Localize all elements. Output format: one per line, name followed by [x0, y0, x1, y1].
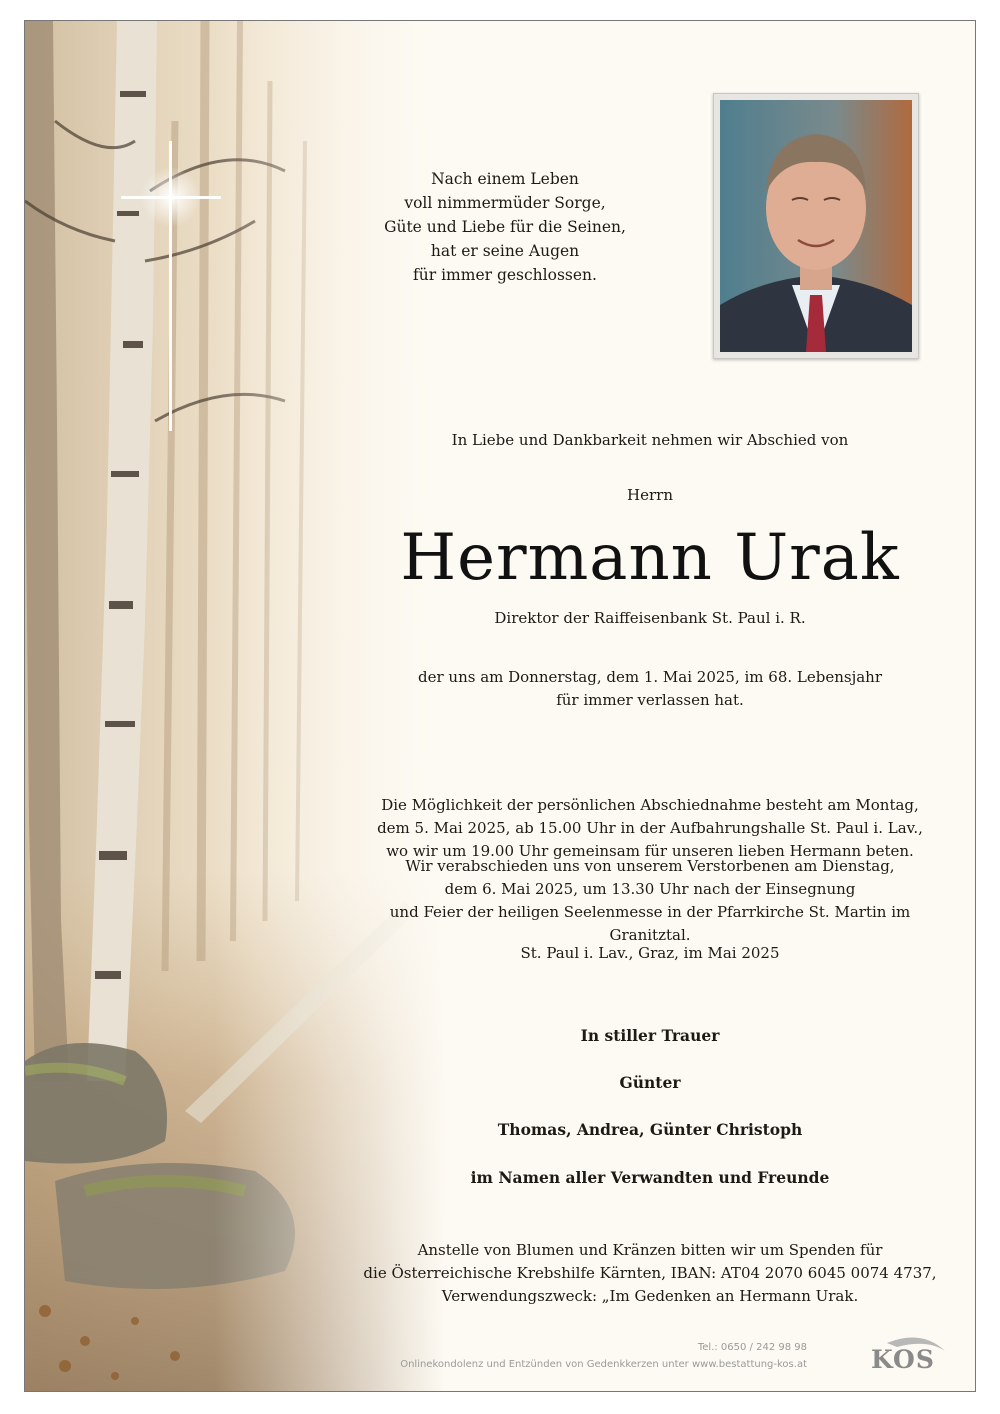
text-line: dem 6. Mai 2025, um 13.30 Uhr nach der Einsegnung: [444, 880, 856, 898]
salutation: Herrn: [627, 486, 673, 504]
text-line: Die Möglichkeit der persönlichen Abschiednahme besteht am Montag,: [381, 796, 919, 814]
poem-line: hat er seine Augen: [430, 242, 580, 260]
intro-text: In Liebe und Dankbarkeit nehmen wir Abschied von: [451, 431, 849, 449]
text-line: wo wir um 19.00 Uhr gemeinsam für unseren lieben Hermann beten.: [386, 842, 914, 860]
mourners-heading: In stiller Trauer: [580, 1026, 720, 1045]
text-line: und Feier der heiligen Seelenmesse in der Pfarrkirche St. Martin im Granitztal.: [389, 903, 911, 944]
mourner-line: Thomas, Andrea, Günter Christoph: [497, 1120, 803, 1139]
text-line: für immer verlassen hat.: [556, 691, 744, 709]
mourner-line: Günter: [619, 1073, 681, 1092]
portrait-photo: [720, 100, 912, 352]
funeral-notice: [355, 855, 945, 947]
death-notice: [355, 666, 945, 712]
poem-line: Güte und Liebe für die Seinen,: [384, 218, 626, 236]
deceased-name: Hermann Urak: [400, 521, 900, 595]
funeral-home-logo: [867, 1333, 947, 1377]
logo-text: KOS: [871, 1345, 935, 1374]
poem-line: Nach einem Leben: [431, 170, 579, 188]
mourner-line: im Namen aller Verwandten und Freunde: [470, 1168, 830, 1187]
place-date: St. Paul i. Lav., Graz, im Mai 2025: [520, 944, 780, 962]
poem-line: voll nimmermüder Sorge,: [404, 194, 606, 212]
donation-request: [355, 1239, 945, 1308]
portrait-frame: [713, 93, 919, 359]
text-line: die Österreichische Krebshilfe Kärnten, IBAN: AT04 2070 6045 0074 4737,: [363, 1264, 937, 1282]
viewing-notice: [355, 794, 945, 863]
text-line: dem 5. Mai 2025, ab 15.00 Uhr in der Aufbahrungshalle St. Paul i. Lav.,: [377, 819, 923, 837]
footer-info: [385, 1339, 915, 1373]
text-line: Verwendungszweck: „Im Gedenken an Hermann Urak.: [441, 1287, 859, 1305]
footer-phone: Tel.: 0650 / 242 98 98: [697, 1342, 807, 1353]
text-line: Anstelle von Blumen und Kränzen bitten wir um Spenden für: [417, 1241, 883, 1259]
obituary-card: [24, 20, 976, 1392]
poem-line: für immer geschlossen.: [413, 266, 597, 284]
deceased-title: Direktor der Raiffeisenbank St. Paul i. R.: [494, 609, 806, 627]
text-line: der uns am Donnerstag, dem 1. Mai 2025, im 68. Lebensjahr: [417, 668, 882, 686]
text-line: Wir verabschieden uns von unserem Verstorbenen am Dienstag,: [405, 857, 895, 875]
footer-website: Onlinekondolenz und Entzünden von Gedenkkerzen unter www.bestattung-kos.at: [400, 1359, 807, 1370]
memorial-poem: [355, 167, 655, 287]
